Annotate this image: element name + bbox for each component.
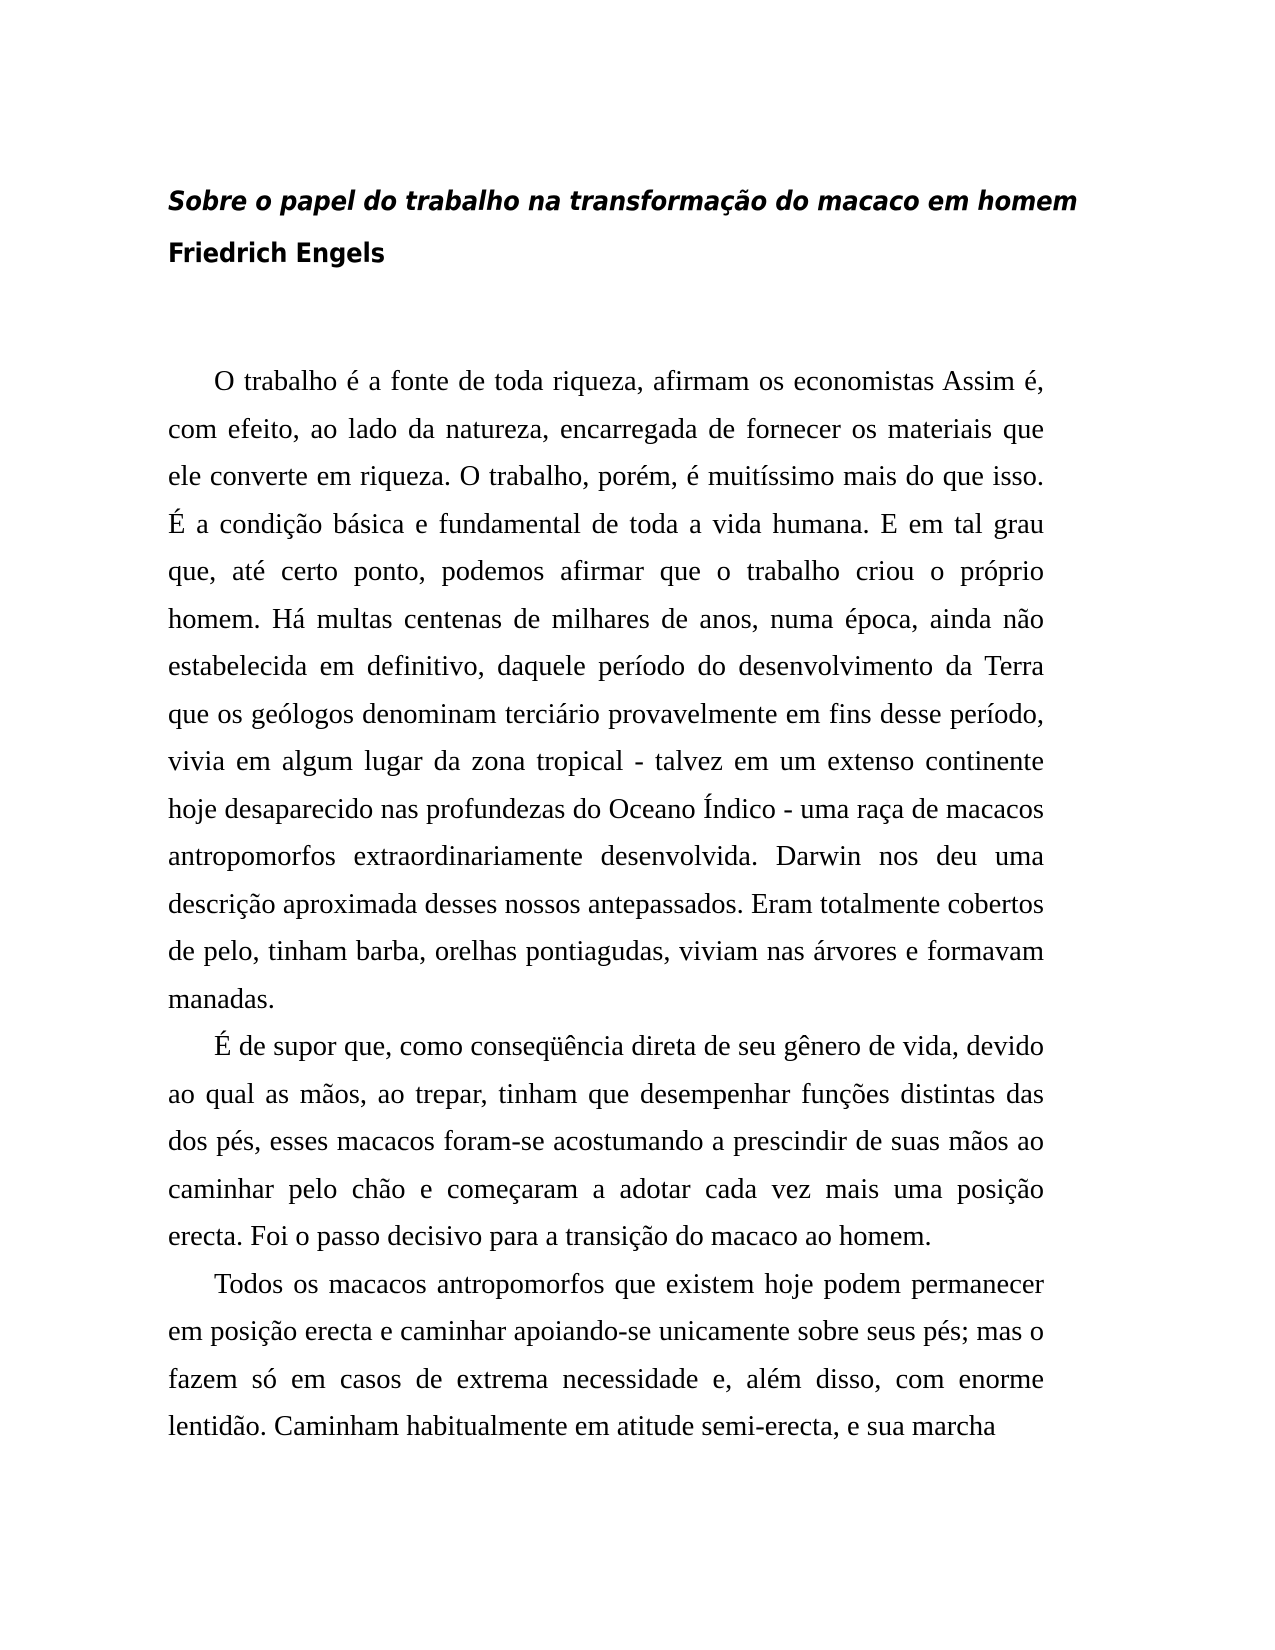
body-paragraph: O trabalho é a fonte de toda riqueza, afirmam os economistas Assim é, com efeito, ao lado da natureza, encarregada de fornecer os materiais que ele converte em riqueza. O trabalho, porém, é muitíssimo mais do que isso. É a condição básica e fundamental de toda a vida humana. E em tal grau que, até certo ponto, podemos afirmar que o trabalho criou o próprio homem. Há multas centenas de milhares de anos, numa época, ainda não estabelecida em definitivo, daquele período do desenvolvimento da Terra que os geólogos denominam terciário provavelmente em fins desse período, vivia em algum lugar da zona tropical - talvez em um extenso continente hoje desaparecido nas profundezas do Oceano Índico - uma raça de macacos antropomorfos extraordinariamente desenvolvida. Darwin nos deu uma descrição aproximada desses nossos antepassados. Eram totalmente cobertos de pelo, tinham barba, orelhas pontiagudas, viviam nas árvores e formavam manadas. [168, 366, 1044, 1015]
document-title: Sobre o papel do trabalho na transformação do macaco em homem [168, 186, 1078, 217]
document-author: Friedrich Engels [168, 238, 385, 269]
body-paragraph: É de supor que, como conseqüência direta de seu gênero de vida, devido ao qual as mãos, ao trepar, tinham que desempenhar funções distintas das dos pés, esses macacos foram-se acostumando a prescindir de suas mãos ao caminhar pelo chão e começaram a adotar cada vez mais uma posição erecta. Foi o passo decisivo para a transição do macaco ao homem. [168, 1031, 1044, 1252]
document-body [168, 358, 1044, 1451]
page-content [168, 176, 1078, 1451]
body-paragraph: Todos os macacos antropomorfos que existem hoje podem permanecer em posição erecta e caminhar apoiando-se unicamente sobre seus pés; mas o fazem só em casos de extrema necessidade e, além disso, com enorme lentidão. Caminham habitualmente em atitude semi-erecta, e sua marcha [168, 1268, 1044, 1442]
